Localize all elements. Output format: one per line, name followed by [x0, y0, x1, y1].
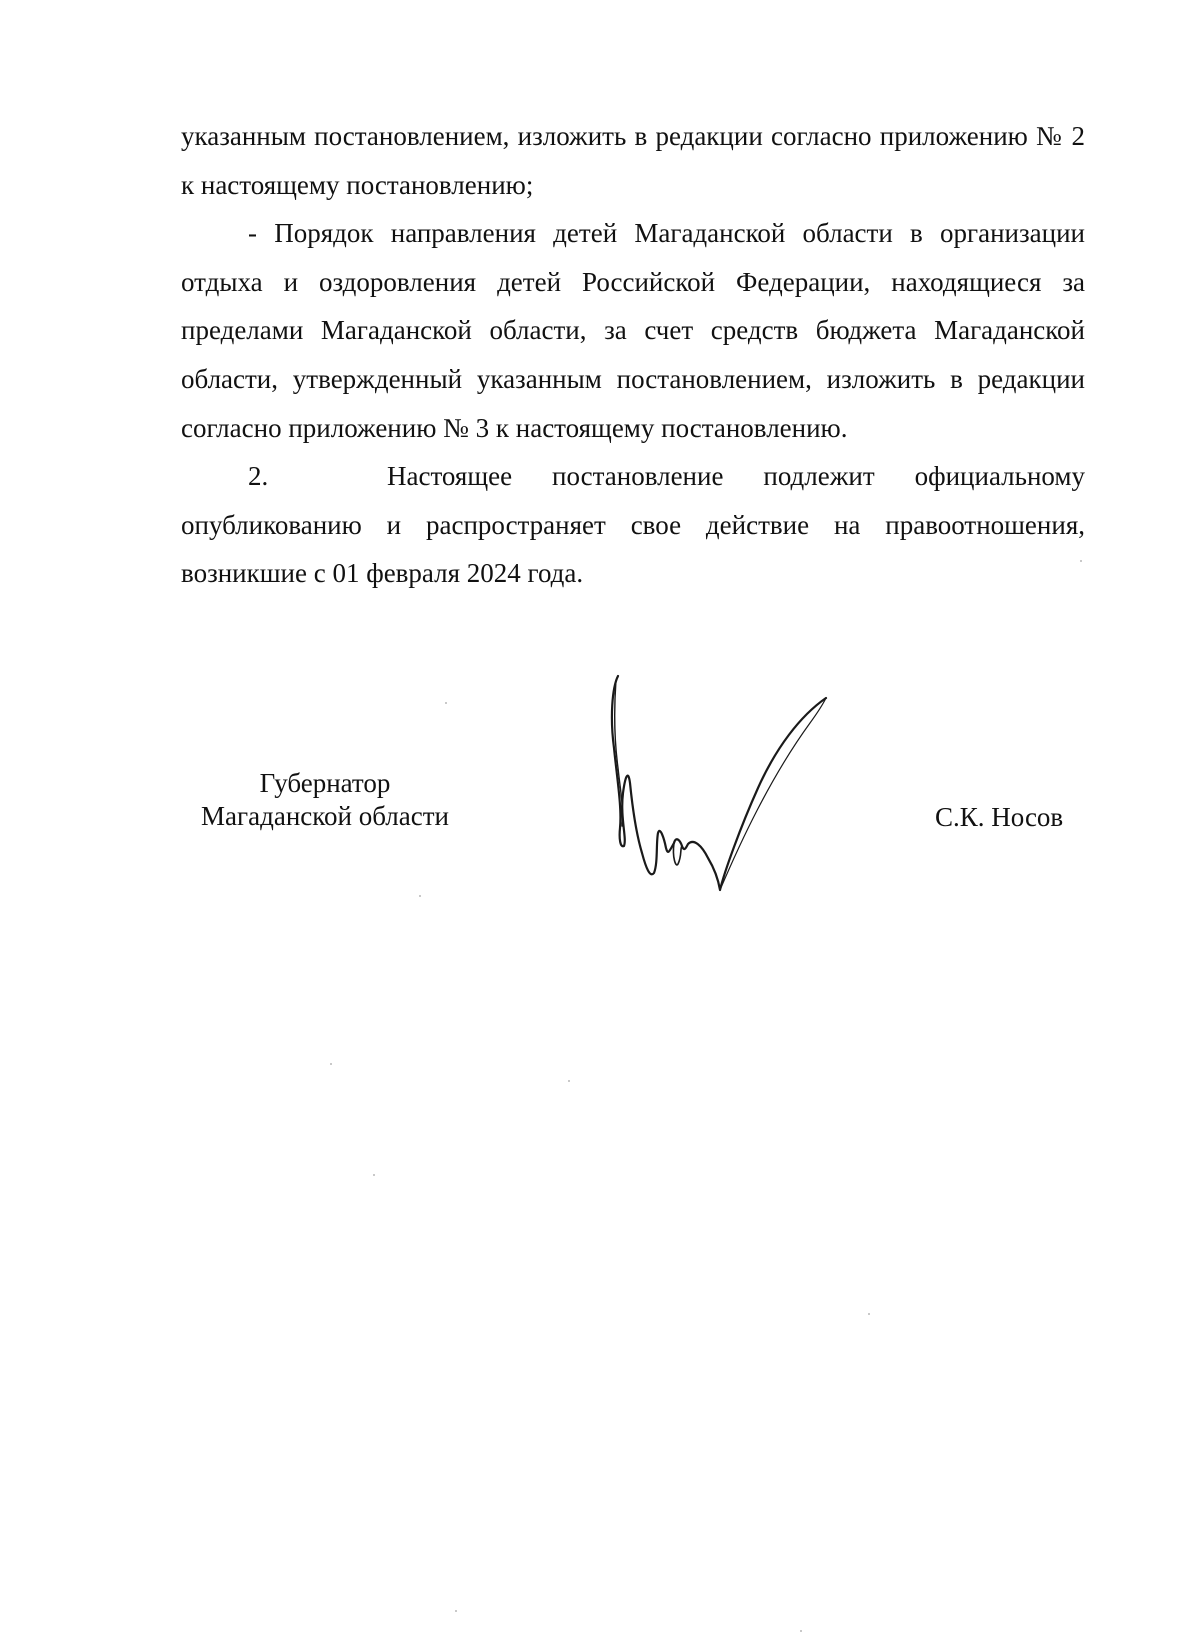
- handwritten-signature: [590, 668, 860, 918]
- paragraph-procedure-item: - Порядок направления детей Магаданской области в организации отдыха и оздоровления детей Российской Федерации, находящиеся за пределами Магаданской области, за счет средств бюджета Магаданской области, утвержденный указанным постановлением, изложить в редакции согласно приложению № 3 к настоящему постановлению.: [181, 218, 1085, 443]
- signer-position: [180, 767, 470, 833]
- scan-speck: [445, 702, 447, 704]
- paragraph-point-2: [181, 452, 1085, 501]
- scan-speck: [373, 1174, 375, 1176]
- scan-speck: [868, 1313, 870, 1315]
- paragraph-continuation: указанным постановлением, изложить в редакции согласно приложению № 2 к настоящему постановлению;: [181, 121, 1085, 200]
- scan-speck: [419, 895, 421, 897]
- point-2-continuation: опубликованию и распространяет свое действие на правоотношения, возникшие с 01 февраля 2024 года.: [181, 509, 1085, 589]
- document-body: [181, 112, 1085, 598]
- scan-speck: [1080, 560, 1082, 562]
- scan-speck: [800, 1630, 802, 1632]
- scan-speck: [455, 1610, 457, 1612]
- signer-position-line2: Магаданской области: [201, 801, 449, 831]
- signer-name: С.К. Носов: [935, 802, 1064, 832]
- point-2-first-line: Настоящее постановление подлежит официальному: [387, 461, 1085, 492]
- scan-speck: [568, 1080, 570, 1082]
- point-number: 2.: [248, 461, 269, 492]
- signer-position-line1: Губернатор: [259, 768, 391, 798]
- scan-speck: [330, 1063, 332, 1065]
